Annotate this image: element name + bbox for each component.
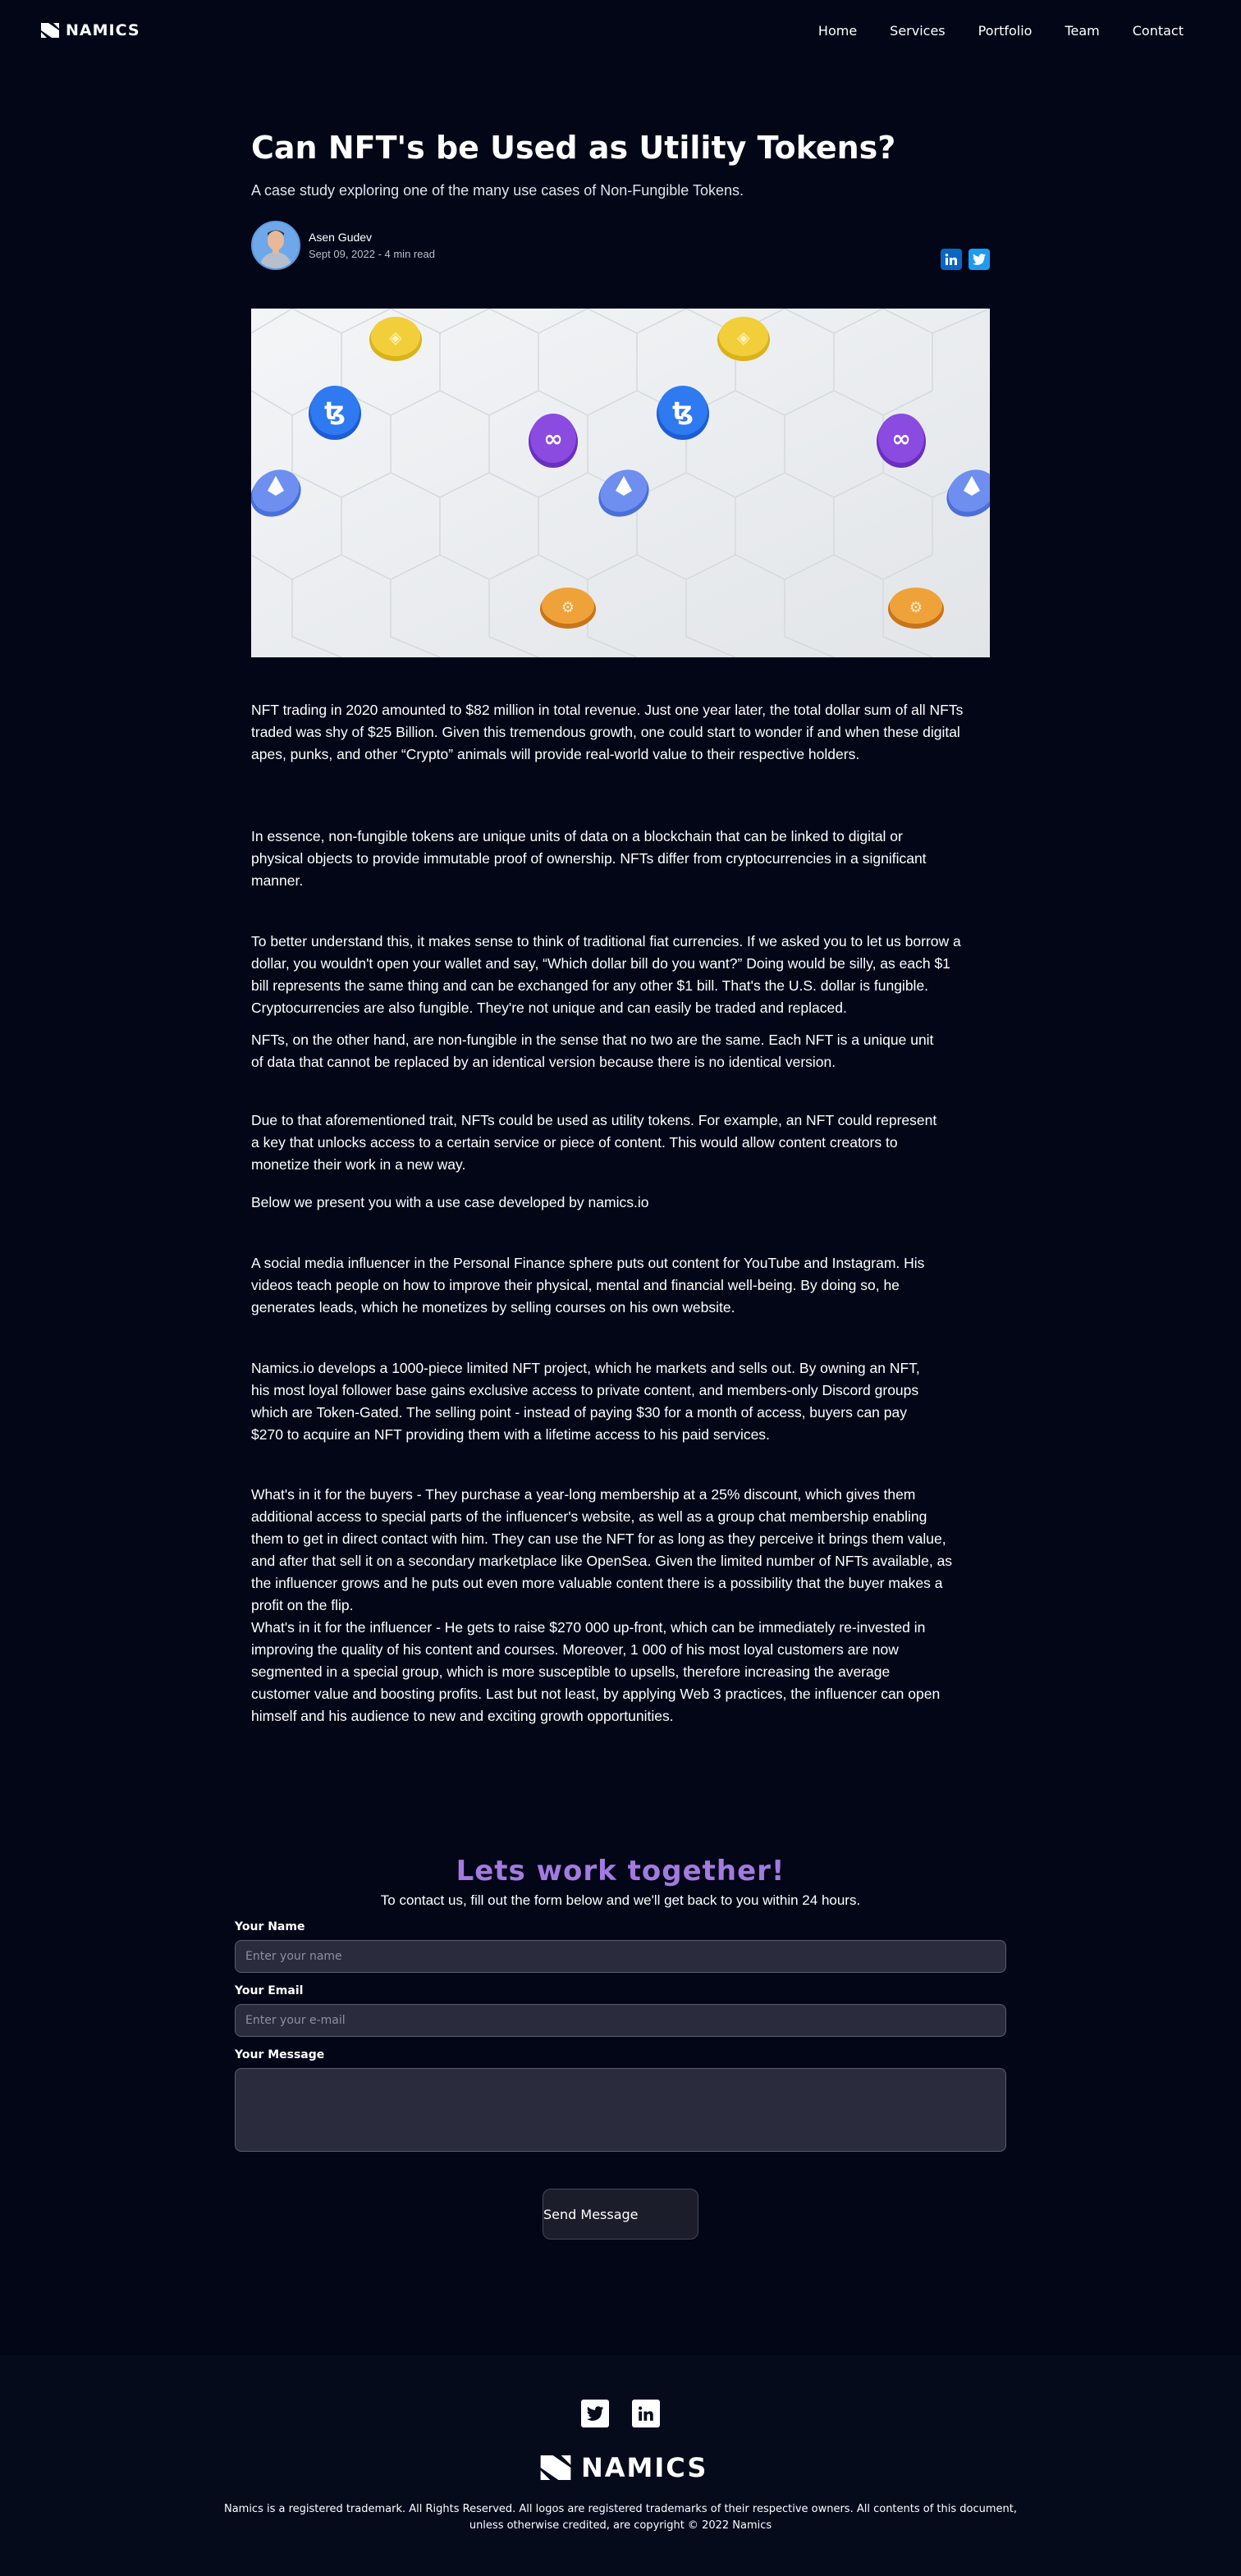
- svg-text:ꜩ: ꜩ: [324, 397, 346, 426]
- linkedin-icon: [945, 253, 958, 266]
- name-label: Your Name: [235, 1920, 305, 1933]
- svg-text:∞: ∞: [891, 425, 911, 452]
- nav-links: [818, 23, 1184, 39]
- svg-text:⚙: ⚙: [909, 599, 923, 616]
- article-paragraph: What's in it for the influencer - He gets to raise $270 000 up-front, which can be immediately re-invested in improving the quality of his content and courses. Moreover, 1 000 of his most loyal customers are now segmented in a special group, which is more susceptible to upsells, therefore increasing the average customer value and boosting profits. Last but not least, by applying Web 3 practices, the influencer can open himself and his audience to new and exciting growth opportunities.: [251, 1619, 941, 1724]
- twitter-icon: [973, 254, 986, 265]
- article-paragraph: Due to that aforementioned trait, NFTs could be used as utility tokens. For example, an NFT could represent a key that unlocks access to a certain service or piece of content. This would allow content creators to monetize their work in a new way.: [251, 1112, 937, 1173]
- svg-text:⚙: ⚙: [561, 599, 575, 616]
- contact-title: Lets work together!: [456, 1855, 785, 1887]
- article-paragraph: A social media influencer in the Personal Finance sphere puts out content for YouTube and Instagram. His videos teach people on how to improve their physical, mental and financial well-being. By doing so, he generates leads, which he monetizes by selling courses on his own website.: [251, 1255, 925, 1315]
- namics-logo-icon: [41, 23, 59, 38]
- brand-name: NAMICS: [66, 21, 140, 39]
- top-nav: [0, 0, 1241, 64]
- contact-subtitle: To contact us, fill out the form below and we'll get back to you within 24 hours.: [380, 1892, 861, 1908]
- svg-text:∞: ∞: [543, 425, 563, 452]
- footer-social-links: [581, 2400, 660, 2427]
- article-paragraph: What's in it for the buyers - They purchase a year-long membership at a 25% discount, which gives them additional access to special parts of the influencer's website, as well as a group chat membership enabling them to get in direct contact with him. They can use the NFT for as long as they perceive it brings them value, and after that sell it on a secondary marketplace like OpenSea. Given the limited number of NFTs available, as the influencer grows and he puts out even more valuable content there is a possibility that the buyer makes a profit on the flip.: [251, 1486, 953, 1613]
- hero-image: [251, 309, 990, 657]
- crypto-coins-illustration: [251, 309, 990, 657]
- article-title: Can NFT's be Used as Utility Tokens?: [251, 130, 896, 166]
- nav-link-team[interactable]: Team: [1065, 23, 1100, 39]
- article: [251, 123, 990, 1724]
- brand-logo[interactable]: [41, 21, 140, 39]
- svg-text:ꜩ: ꜩ: [672, 397, 694, 426]
- namics-logo-icon: [540, 2455, 571, 2480]
- person-icon: [253, 222, 299, 268]
- share-buttons: [941, 249, 990, 270]
- name-input[interactable]: [235, 1940, 1006, 1973]
- share-linkedin-button[interactable]: [941, 249, 962, 270]
- nav-link-services[interactable]: Services: [890, 23, 946, 39]
- nav-link-home[interactable]: Home: [817, 23, 858, 39]
- twitter-icon: [586, 2406, 604, 2421]
- author-avatar: [251, 221, 300, 270]
- nav-link-contact[interactable]: Contact: [1132, 23, 1184, 39]
- footer-legal-text: Namics is a registered trademark. All Rights Reserved. All logos are registered trademarks of their respective owners. All contents of this document, unless otherwise credited, are copyright © 2022 Namics: [223, 2503, 1018, 2532]
- article-subtitle: A case study exploring one of the many use cases of Non-Fungible Tokens.: [251, 182, 744, 199]
- article-paragraph: NFT trading in 2020 amounted to $82 million in total revenue. Just one year later, the total dollar sum of all NFTs traded was shy of $25 Billion. Given this tremendous growth, one could start to wonder if and when these digital apes, punks, and other “Crypto” animals will provide real-world value to their respective holders.: [251, 702, 964, 762]
- nav-link-portfolio[interactable]: Portfolio: [978, 23, 1033, 39]
- article-paragraph: Namics.io develops a 1000-piece limited NFT project, which he markets and sells out. By owning an NFT, his most loyal follower base gains exclusive access to private content, and members-only Discord groups which are Token-Gated. The selling point - instead of paying $30 for a month of access, buyers can pay $270 to acquire an NFT providing them with a lifetime access to his paid services.: [251, 1360, 920, 1443]
- send-message-button[interactable]: Send Message: [543, 2189, 698, 2240]
- article-paragraph: Below we present you with a use case developed by namics.io: [251, 1194, 649, 1210]
- message-label: Your Message: [235, 2048, 325, 2061]
- article-paragraph: In essence, non-fungible tokens are unique units of data on a blockchain that can be linked to digital or physical objects to provide immutable proof of ownership. NFTs differ from cryptocurrencies in a significant manner.: [251, 828, 927, 889]
- svg-text:◈: ◈: [389, 327, 402, 347]
- footer-brand-logo[interactable]: [540, 2452, 708, 2483]
- author-name: Asen Gudev: [309, 231, 373, 244]
- email-label: Your Email: [235, 1984, 304, 1997]
- article-paragraph: To better understand this, it makes sense to think of traditional fiat currencies. If we asked you to let us borrow a dollar, you wouldn't open your wallet and say, “Which dollar bill do you want?” Doing would be silly, as each $1 bill represents the same thing and can be exchanged for any other $1 bill. That's the U.S. dollar is fungible. Cryptocurrencies are also fungible. They're not unique and can easily be traded and replaced.: [251, 933, 961, 1016]
- article-meta: Sept 09, 2022 - 4 min read: [309, 248, 435, 260]
- author-row: [251, 221, 990, 272]
- svg-text:◈: ◈: [737, 327, 750, 347]
- footer-brand-name: NAMICS: [581, 2452, 708, 2483]
- contact-section: [235, 1855, 1006, 2240]
- email-input[interactable]: [235, 2004, 1006, 2037]
- message-textarea[interactable]: [235, 2068, 1006, 2152]
- share-twitter-button[interactable]: [969, 249, 990, 270]
- linkedin-icon: [638, 2405, 654, 2422]
- footer-linkedin-link[interactable]: [632, 2400, 660, 2427]
- article-paragraph: NFTs, on the other hand, are non-fungible in the sense that no two are the same. Each NFT is a unique unit of data that cannot be replaced by an identical version because there is no identical version.: [251, 1032, 934, 1070]
- footer-twitter-link[interactable]: [581, 2400, 609, 2427]
- footer: [0, 2355, 1241, 2576]
